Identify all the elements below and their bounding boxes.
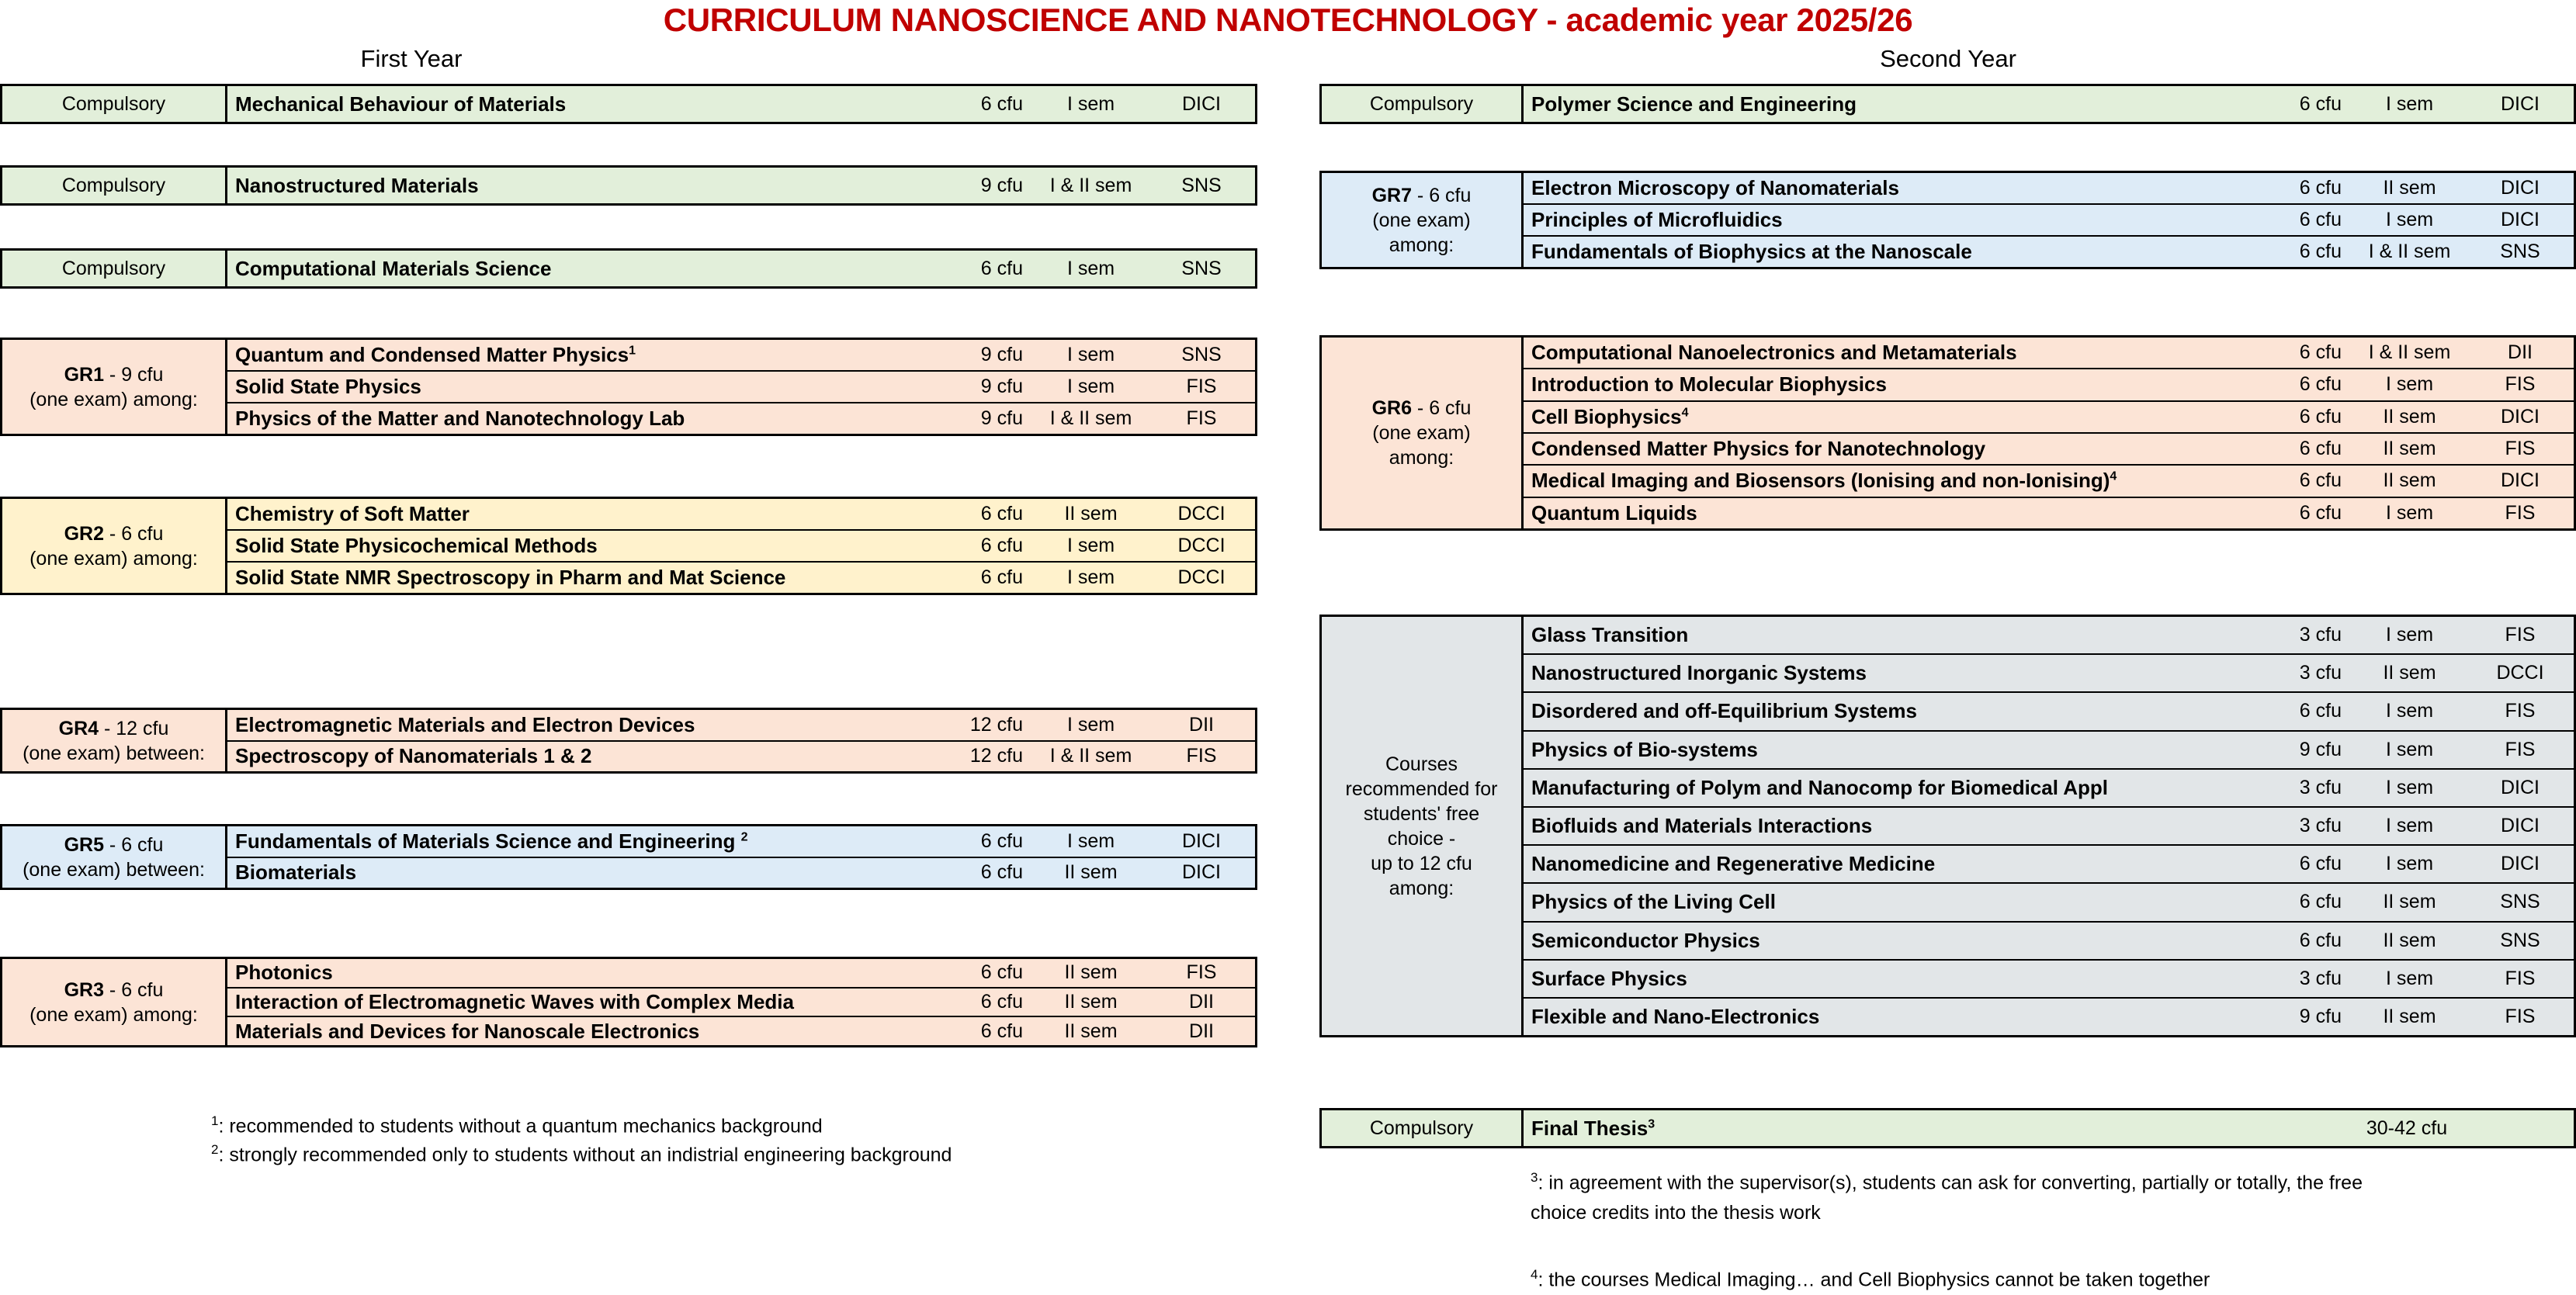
course-cfu: 6 cfu — [980, 829, 1023, 852]
course-cfu: 9 cfu — [2299, 738, 2342, 760]
group-label-line: among: — [1389, 447, 1454, 469]
course-department: DICI — [1182, 829, 1221, 852]
course-rows — [1524, 1110, 2574, 1146]
course-rows — [227, 168, 1255, 203]
course-group-block — [0, 338, 1257, 436]
course-semester: II sem — [1064, 861, 1118, 884]
course-department: DICI — [2501, 815, 2540, 837]
course-department: DII — [1189, 991, 1214, 1013]
group-label — [2, 710, 227, 771]
course-cfu: 9 cfu — [2299, 1005, 2342, 1027]
course-rows — [227, 710, 1255, 771]
footnote — [211, 1142, 952, 1166]
table-row — [227, 858, 1255, 888]
course-semester: II sem — [2383, 1005, 2436, 1027]
group-label-line: Courses — [1385, 753, 1458, 775]
course-name: Principles of Microfluidics — [1531, 208, 1783, 231]
course-department: DII — [1189, 1020, 1214, 1042]
course-group-block — [0, 824, 1257, 890]
table-row — [227, 531, 1255, 563]
table-row — [227, 710, 1255, 742]
table-row — [1524, 402, 2574, 434]
group-label-line: (one exam) — [1372, 209, 1471, 231]
course-rows — [1524, 617, 2574, 1035]
footnote-text: : the courses Medical Imaging… and Cell Biophysics cannot be taken together — [1538, 1269, 2210, 1291]
course-group-block — [1319, 171, 2576, 269]
course-rows — [227, 86, 1255, 122]
group-label — [1322, 86, 1524, 122]
course-semester: I sem — [2385, 967, 2434, 989]
footnote-marker: 1 — [211, 1113, 219, 1128]
course-semester: I sem — [2385, 700, 2434, 722]
course-cfu: 3 cfu — [2299, 624, 2342, 646]
footnote — [1531, 1265, 2571, 1295]
course-department: DICI — [2501, 776, 2540, 798]
table-row — [1524, 770, 2574, 808]
course-name: Condensed Matter Physics for Nanotechnology — [1531, 437, 1986, 461]
table-row — [1524, 205, 2574, 237]
course-cfu: 12 cfu — [969, 713, 1023, 736]
course-semester: II sem — [1064, 961, 1118, 984]
course-rows — [227, 959, 1255, 1045]
course-department: FIS — [2505, 700, 2536, 722]
course-group-block — [1319, 335, 2576, 531]
course-name: Electromagnetic Materials and Electron Devices — [235, 712, 695, 736]
course-rows — [227, 499, 1255, 593]
group-label-line: GR6 - 6 cfu — [1371, 397, 1472, 419]
table-row — [227, 563, 1255, 593]
group-label-line: choice - — [1387, 827, 1456, 850]
course-name: Nanomedicine and Regenerative Medicine — [1531, 852, 1936, 876]
course-semester: I sem — [2385, 92, 2434, 115]
course-cfu: 6 cfu — [2299, 501, 2342, 524]
course-department: DII — [1189, 713, 1214, 736]
course-semester: II sem — [1064, 991, 1118, 1013]
group-label — [2, 340, 227, 434]
course-cfu: 6 cfu — [2299, 209, 2342, 230]
course-name: Quantum Liquids — [1531, 500, 1697, 525]
table-row — [1524, 466, 2574, 497]
footnote-text: : in agreement with the supervisor(s), students can ask for converting, partially or totally, the free — [1538, 1172, 2363, 1194]
group-label-line: Compulsory — [61, 258, 166, 279]
table-row — [1524, 1110, 2574, 1146]
course-cfu: 6 cfu — [980, 961, 1023, 984]
course-semester: II sem — [2383, 438, 2436, 460]
course-department: DICI — [2501, 405, 2540, 428]
table-row — [227, 372, 1255, 403]
course-name: Manufacturing of Polym and Nanocomp for Biomedical Appl — [1531, 775, 2108, 799]
course-name: Materials and Devices for Nanoscale Electronics — [235, 1019, 700, 1043]
group-label-line: Compulsory — [61, 175, 166, 196]
course-group-block — [1319, 615, 2576, 1037]
footnote-marker: 3 — [1531, 1170, 1538, 1185]
course-name: Cell Biophysics$^4$ — [1531, 404, 1689, 428]
course-rows — [1524, 338, 2574, 528]
group-label-line: (one exam) among: — [29, 1003, 198, 1026]
course-cfu: 6 cfu — [2299, 241, 2342, 262]
course-name: Physics of the Matter and Nanotechnology Lab — [235, 407, 685, 430]
course-department: DICI — [2501, 853, 2540, 875]
course-semester: II sem — [2383, 929, 2436, 951]
group-label — [1322, 338, 1524, 528]
course-cfu: 6 cfu — [980, 257, 1023, 279]
table-row — [227, 168, 1255, 203]
table-row — [227, 959, 1255, 989]
table-row — [227, 340, 1255, 372]
course-rows — [227, 340, 1255, 434]
course-department: FIS — [2505, 373, 2536, 396]
table-row — [227, 826, 1255, 858]
footnote-text: : recommended to students without a quantum mechanics background — [218, 1115, 823, 1137]
course-semester: I & II sem — [1049, 745, 1132, 767]
course-semester: I sem — [2385, 853, 2434, 875]
course-department: SNS — [2500, 929, 2540, 951]
group-label-line: (one exam) among: — [29, 547, 198, 570]
table-row — [227, 499, 1255, 531]
table-row — [1524, 237, 2574, 267]
course-semester: I sem — [1066, 376, 1115, 397]
course-semester: I sem — [1066, 566, 1115, 588]
course-cfu: 6 cfu — [2299, 853, 2342, 875]
footnote-marker: 1 — [629, 344, 636, 358]
course-group-block — [0, 84, 1257, 124]
table-row — [227, 989, 1255, 1018]
course-cfu: 6 cfu — [980, 991, 1023, 1013]
course-semester: I & II sem — [1049, 407, 1132, 429]
course-department: FIS — [2505, 501, 2536, 524]
group-label — [2, 826, 227, 888]
footnote-marker: 3 — [1648, 1117, 1656, 1131]
table-row — [227, 742, 1255, 772]
course-rows — [1524, 173, 2574, 267]
course-cfu: 6 cfu — [2299, 92, 2342, 115]
course-name: Introduction to Molecular Biophysics — [1531, 372, 1887, 396]
course-cfu: 6 cfu — [2299, 469, 2342, 492]
course-department: DICI — [1182, 861, 1221, 884]
table-row — [1524, 434, 2574, 466]
course-name: Solid State Physicochemical Methods — [235, 534, 598, 557]
course-cfu: 3 cfu — [2299, 967, 2342, 989]
group-label-line: Compulsory — [1369, 1117, 1474, 1139]
course-department: DICI — [2501, 209, 2540, 230]
course-department: FIS — [1186, 961, 1217, 984]
group-label-line: GR3 - 6 cfu — [64, 978, 164, 1001]
course-semester: I sem — [1066, 92, 1115, 115]
course-cfu: 6 cfu — [2299, 177, 2342, 199]
course-cfu: 6 cfu — [2299, 438, 2342, 460]
course-name: Fundamentals of Materials Science and Engineering $^2$ — [235, 829, 748, 853]
course-name: Spectroscopy of Nanomaterials 1 & 2 — [235, 744, 592, 768]
course-name: Polymer Science and Engineering — [1531, 92, 1857, 116]
group-label-line: GR5 - 6 cfu — [64, 833, 164, 856]
course-semester: I sem — [2385, 373, 2434, 396]
table-row — [1524, 338, 2574, 369]
course-cfu: 9 cfu — [980, 376, 1023, 397]
course-semester: II sem — [2383, 891, 2436, 913]
course-cfu: 12 cfu — [969, 745, 1023, 767]
course-cfu: 6 cfu — [2299, 341, 2342, 364]
group-label — [2, 499, 227, 593]
course-cfu: 6 cfu — [980, 1020, 1023, 1042]
course-name: Physics of the Living Cell — [1531, 890, 1776, 914]
table-row — [1524, 693, 2574, 731]
course-department: FIS — [2505, 967, 2536, 989]
course-department: DICI — [2501, 92, 2540, 115]
course-cfu: 9 cfu — [980, 174, 1023, 196]
table-row — [227, 251, 1255, 286]
table-row — [227, 1017, 1255, 1045]
course-cfu: 9 cfu — [980, 344, 1023, 365]
footnote — [1531, 1168, 2571, 1228]
course-name: Medical Imaging and Biosensors (Ionising and non-Ionising)$^4$ — [1531, 469, 2117, 493]
course-cfu: 3 cfu — [2299, 662, 2342, 684]
course-department: DICI — [1182, 92, 1221, 115]
course-department: FIS — [1186, 407, 1217, 429]
course-name: Disordered and off-Equilibrium Systems — [1531, 699, 1917, 723]
course-semester: II sem — [2383, 469, 2436, 492]
course-department: FIS — [1186, 376, 1217, 397]
course-name: Glass Transition — [1531, 623, 1689, 647]
group-label-line: (one exam) between: — [23, 742, 205, 764]
course-department: FIS — [2505, 738, 2536, 760]
group-label-line: GR4 - 12 cfu — [58, 717, 169, 739]
table-row — [1524, 655, 2574, 693]
course-semester: II sem — [1064, 1020, 1118, 1042]
footnote-text-line2: choice credits into the thesis work — [1531, 1202, 1821, 1224]
group-label-line: among: — [1389, 877, 1454, 899]
course-name: Semiconductor Physics — [1531, 928, 1760, 952]
course-group-block — [0, 165, 1257, 206]
course-cfu: 6 cfu — [980, 861, 1023, 884]
course-department: SNS — [1181, 344, 1222, 365]
course-name: Biomaterials — [235, 860, 357, 885]
course-semester: I sem — [2385, 738, 2434, 760]
course-department: SNS — [1181, 257, 1222, 279]
course-department: FIS — [2505, 624, 2536, 646]
group-label-line: (one exam) among: — [29, 388, 198, 410]
table-row — [1524, 498, 2574, 528]
group-label — [2, 251, 227, 286]
table-row — [1524, 884, 2574, 922]
course-department: FIS — [2505, 1005, 2536, 1027]
course-semester: II sem — [2383, 177, 2436, 199]
course-name: Final Thesis$^3$ — [1531, 1116, 1656, 1140]
course-department: DCCI — [2496, 662, 2544, 684]
footnote-marker: 4 — [1531, 1267, 1538, 1282]
course-name: Chemistry of Soft Matter — [235, 502, 470, 525]
group-label-line: GR7 - 6 cfu — [1371, 184, 1472, 206]
table-row — [1524, 173, 2574, 205]
course-cfu: 6 cfu — [2299, 700, 2342, 722]
table-row — [1524, 369, 2574, 401]
group-label-line: students' free — [1363, 802, 1480, 825]
course-department: DCCI — [1177, 503, 1226, 525]
course-semester: I sem — [2385, 815, 2434, 837]
course-semester: II sem — [2383, 405, 2436, 428]
footnote — [211, 1113, 823, 1137]
course-cfu: 6 cfu — [2299, 929, 2342, 951]
course-cfu: 6 cfu — [980, 566, 1023, 588]
course-name: Mechanical Behaviour of Materials — [235, 92, 567, 116]
course-semester: I sem — [1066, 257, 1115, 279]
course-semester: I sem — [1066, 344, 1115, 365]
course-cfu: 6 cfu — [2299, 891, 2342, 913]
course-name: Solid State NMR Spectroscopy in Pharm and Mat Science — [235, 566, 786, 589]
course-semester: I sem — [1066, 713, 1115, 736]
course-group-block — [0, 497, 1257, 595]
course-rows — [1524, 86, 2574, 122]
course-cfu: 6 cfu — [2299, 405, 2342, 428]
course-semester: I sem — [2385, 624, 2434, 646]
table-row — [1524, 999, 2574, 1035]
table-row — [1524, 732, 2574, 770]
course-semester: II sem — [2383, 662, 2436, 684]
course-name: Interaction of Electromagnetic Waves with Complex Media — [235, 990, 794, 1013]
group-label-line: recommended for — [1345, 777, 1498, 800]
course-semester: I sem — [2385, 776, 2434, 798]
course-name: Photonics — [235, 961, 333, 985]
course-semester: I & II sem — [2368, 341, 2451, 364]
course-name: Surface Physics — [1531, 966, 1687, 990]
page-title: CURRICULUM NANOSCIENCE AND NANOTECHNOLOGY - academic year 2025/26 — [663, 2, 1913, 38]
course-department: FIS — [1186, 745, 1217, 767]
course-department: DCCI — [1177, 535, 1226, 556]
table-row — [227, 403, 1255, 434]
group-label-line: GR1 - 9 cfu — [64, 363, 164, 386]
course-semester: I & II sem — [1049, 174, 1132, 196]
course-semester: I & II sem — [2368, 241, 2451, 262]
footnote-text: : strongly recommended only to students without an indistrial engineering background — [218, 1144, 952, 1166]
group-label — [1322, 173, 1524, 267]
course-semester: I sem — [1066, 829, 1115, 852]
footnote-marker: 4 — [1681, 406, 1689, 420]
group-label-line: up to 12 cfu — [1371, 852, 1472, 874]
course-name: Physics of Bio-systems — [1531, 737, 1758, 761]
course-semester: I sem — [2385, 209, 2434, 230]
group-label-line: (one exam) between: — [23, 858, 205, 881]
course-department: DICI — [2501, 469, 2540, 492]
table-row — [1524, 86, 2574, 122]
course-cfu: 9 cfu — [980, 407, 1023, 429]
group-label-line: among: — [1389, 234, 1454, 256]
course-name: Computational Nanoelectronics and Metamaterials — [1531, 341, 2017, 365]
course-department: SNS — [1181, 174, 1222, 196]
group-label — [1322, 1110, 1524, 1146]
course-cfu: 6 cfu — [980, 92, 1023, 115]
group-label — [2, 86, 227, 122]
footnote-marker: 2 — [740, 830, 748, 844]
course-semester: II sem — [1064, 503, 1118, 525]
group-label-line: Compulsory — [1369, 93, 1474, 115]
table-row — [1524, 923, 2574, 961]
footnote-marker: 2 — [211, 1142, 219, 1157]
footnote-marker: 4 — [2110, 469, 2117, 483]
course-group-block — [1319, 84, 2576, 124]
group-label-line: Compulsory — [61, 93, 166, 115]
course-name: Nanostructured Inorganic Systems — [1531, 661, 1867, 685]
group-label — [2, 959, 227, 1045]
course-rows — [227, 251, 1255, 286]
course-name: Biofluids and Materials Interactions — [1531, 814, 1873, 838]
course-department: DII — [2508, 341, 2533, 364]
course-cfu: 30-42 cfu — [2366, 1117, 2448, 1139]
final-thesis-block — [1319, 1108, 2576, 1148]
course-department: SNS — [2500, 241, 2540, 262]
course-name: Solid State Physics — [235, 375, 421, 398]
course-cfu: 3 cfu — [2299, 815, 2342, 837]
course-name: Nanostructured Materials — [235, 173, 479, 197]
course-group-block — [0, 957, 1257, 1047]
course-name: Electron Microscopy of Nanomaterials — [1531, 176, 1899, 199]
group-label — [1322, 617, 1524, 1035]
course-name: Fundamentals of Biophysics at the Nanoscale — [1531, 240, 1972, 263]
second-year-heading: Second Year — [1880, 45, 2016, 72]
course-name: Flexible and Nano-Electronics — [1531, 1004, 1820, 1028]
group-label-line: (one exam) — [1372, 422, 1471, 444]
course-cfu: 3 cfu — [2299, 776, 2342, 798]
course-group-block — [0, 708, 1257, 774]
course-department: DICI — [2501, 177, 2540, 199]
first-year-heading: First Year — [360, 45, 463, 72]
course-name: Computational Materials Science — [235, 256, 552, 280]
course-cfu: 6 cfu — [980, 503, 1023, 525]
table-row — [227, 86, 1255, 122]
course-cfu: 6 cfu — [980, 535, 1023, 556]
course-department: SNS — [2500, 891, 2540, 913]
table-row — [1524, 846, 2574, 884]
course-rows — [227, 826, 1255, 888]
group-label — [2, 168, 227, 203]
table-row — [1524, 808, 2574, 846]
course-name: Quantum and Condensed Matter Physics$^1$ — [235, 343, 636, 366]
table-row — [1524, 617, 2574, 655]
table-row — [1524, 961, 2574, 999]
course-department: FIS — [2505, 438, 2536, 460]
group-label-line: GR2 - 6 cfu — [64, 522, 164, 545]
course-semester: I sem — [2385, 501, 2434, 524]
course-semester: I sem — [1066, 535, 1115, 556]
course-cfu: 6 cfu — [2299, 373, 2342, 396]
course-group-block — [0, 248, 1257, 289]
course-department: DCCI — [1177, 566, 1226, 588]
